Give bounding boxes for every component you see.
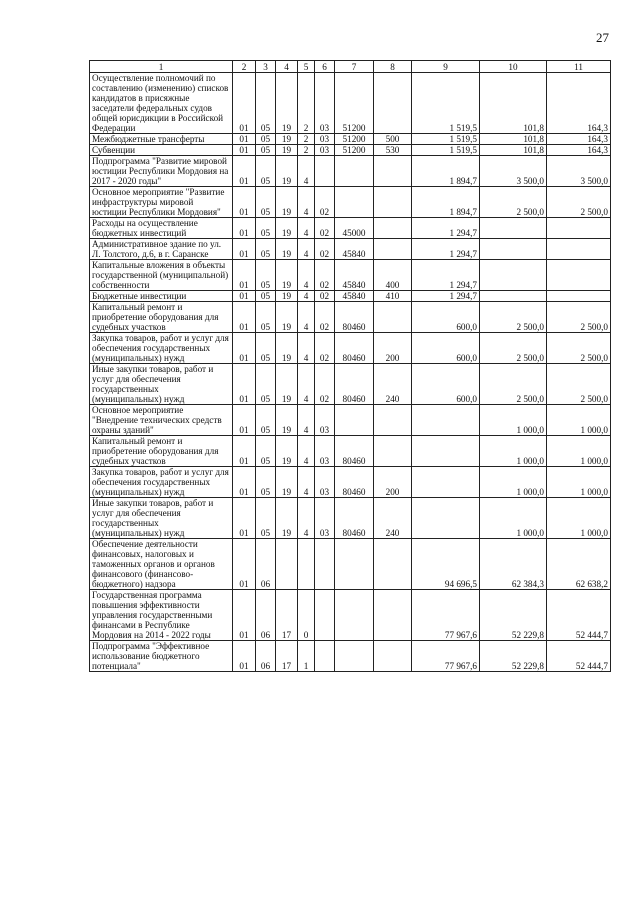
code-cell: 03 — [315, 498, 335, 539]
code-cell: 80460 — [335, 333, 374, 364]
table-row — [90, 590, 611, 641]
code-cell: 200 — [374, 333, 412, 364]
budget-table — [89, 60, 611, 672]
code-cell: 01 — [233, 302, 256, 333]
amount-cell: 62 384,3 — [480, 539, 547, 590]
code-cell — [374, 239, 412, 260]
table-row — [90, 302, 611, 333]
code-cell: 400 — [374, 260, 412, 291]
table-row — [90, 641, 611, 672]
code-cell: 01 — [233, 539, 256, 590]
table-row — [90, 73, 611, 134]
amount-cell: 1 000,0 — [547, 498, 611, 539]
table-row — [90, 260, 611, 291]
code-cell: 01 — [233, 156, 256, 187]
item-name: Осуществление полномочий по составлению (изменению) списков кандидатов в присяжные заседатели федеральных судов общей юрисдикции в Российской Федерации — [90, 73, 233, 134]
code-cell: 19 — [276, 187, 298, 218]
code-cell: 05 — [256, 239, 276, 260]
item-name: Капитальный ремонт и приобретение оборудования для судебных участков — [90, 302, 233, 333]
header-cell: 3 — [256, 61, 276, 73]
code-cell: 01 — [233, 260, 256, 291]
amount-cell: 1 294,7 — [412, 291, 480, 302]
code-cell: 19 — [276, 405, 298, 436]
amount-cell — [547, 291, 611, 302]
header-cell: 8 — [374, 61, 412, 73]
code-cell: 06 — [256, 539, 276, 590]
code-cell: 01 — [233, 467, 256, 498]
code-cell: 03 — [315, 467, 335, 498]
code-cell: 05 — [256, 333, 276, 364]
amount-cell — [480, 291, 547, 302]
amount-cell: 1 294,7 — [412, 260, 480, 291]
amount-cell: 101,8 — [480, 145, 547, 156]
code-cell: 06 — [256, 641, 276, 672]
table-row — [90, 156, 611, 187]
table-row — [90, 145, 611, 156]
amount-cell: 2 500,0 — [547, 302, 611, 333]
code-cell: 19 — [276, 218, 298, 239]
code-cell — [374, 156, 412, 187]
code-cell: 02 — [315, 364, 335, 405]
code-cell: 4 — [298, 218, 315, 239]
amount-cell: 52 444,7 — [547, 641, 611, 672]
code-cell: 4 — [298, 498, 315, 539]
code-cell: 4 — [298, 291, 315, 302]
code-cell: 02 — [315, 302, 335, 333]
table-row — [90, 364, 611, 405]
table-row — [90, 539, 611, 590]
amount-cell — [547, 218, 611, 239]
code-cell: 01 — [233, 364, 256, 405]
code-cell — [374, 641, 412, 672]
code-cell: 19 — [276, 156, 298, 187]
code-cell: 4 — [298, 302, 315, 333]
code-cell: 02 — [315, 187, 335, 218]
code-cell: 4 — [298, 156, 315, 187]
code-cell — [335, 590, 374, 641]
code-cell: 02 — [315, 260, 335, 291]
code-cell: 45840 — [335, 291, 374, 302]
amount-cell: 3 500,0 — [480, 156, 547, 187]
item-name: Государственная программа повышения эффективности управления государственными финансами в Республике Мордовия на 2014 - 2022 годы — [90, 590, 233, 641]
item-name: Межбюджетные трансферты — [90, 134, 233, 145]
table-row — [90, 134, 611, 145]
amount-cell — [412, 405, 480, 436]
code-cell: 2 — [298, 73, 315, 134]
amount-cell: 600,0 — [412, 333, 480, 364]
item-name: Основное мероприятие "Внедрение технических средств охраны зданий" — [90, 405, 233, 436]
code-cell: 05 — [256, 467, 276, 498]
item-name: Административное здание по ул. Л. Толстого, д.6, в г. Саранске — [90, 239, 233, 260]
code-cell: 05 — [256, 145, 276, 156]
code-cell: 03 — [315, 134, 335, 145]
amount-cell: 1 000,0 — [547, 436, 611, 467]
code-cell: 0 — [298, 590, 315, 641]
amount-cell: 1 519,5 — [412, 73, 480, 134]
code-cell: 05 — [256, 187, 276, 218]
code-cell: 4 — [298, 239, 315, 260]
amount-cell: 2 500,0 — [480, 364, 547, 405]
code-cell: 01 — [233, 333, 256, 364]
amount-cell — [480, 218, 547, 239]
code-cell: 240 — [374, 364, 412, 405]
code-cell — [315, 590, 335, 641]
code-cell: 45840 — [335, 260, 374, 291]
code-cell: 4 — [298, 333, 315, 364]
amount-cell: 1 294,7 — [412, 239, 480, 260]
table-row — [90, 333, 611, 364]
code-cell: 06 — [256, 590, 276, 641]
code-cell: 51200 — [335, 134, 374, 145]
amount-cell: 1 894,7 — [412, 156, 480, 187]
item-name: Иные закупки товаров, работ и услуг для обеспечения государственных (муниципальных) нужд — [90, 498, 233, 539]
code-cell: 4 — [298, 467, 315, 498]
code-cell: 80460 — [335, 467, 374, 498]
code-cell: 17 — [276, 590, 298, 641]
code-cell: 03 — [315, 73, 335, 134]
header-cell: 11 — [547, 61, 611, 73]
page-number: 27 — [596, 30, 609, 45]
code-cell: 19 — [276, 260, 298, 291]
code-cell: 80460 — [335, 436, 374, 467]
code-cell — [335, 405, 374, 436]
amount-cell: 2 500,0 — [547, 187, 611, 218]
header-cell: 7 — [335, 61, 374, 73]
code-cell — [374, 436, 412, 467]
code-cell: 45000 — [335, 218, 374, 239]
code-cell: 03 — [315, 436, 335, 467]
amount-cell: 164,3 — [547, 145, 611, 156]
table-row — [90, 187, 611, 218]
code-cell: 05 — [256, 364, 276, 405]
table-row — [90, 218, 611, 239]
amount-cell: 101,8 — [480, 73, 547, 134]
code-cell — [315, 641, 335, 672]
code-cell — [374, 218, 412, 239]
table-row — [90, 239, 611, 260]
header-cell: 1 — [90, 61, 233, 73]
code-cell: 19 — [276, 302, 298, 333]
code-cell: 05 — [256, 291, 276, 302]
item-name: Основное мероприятие "Развитие инфраструктуры мировой юстиции Республики Мордовия" — [90, 187, 233, 218]
header-row — [90, 61, 611, 73]
code-cell: 19 — [276, 436, 298, 467]
amount-cell — [412, 498, 480, 539]
code-cell: 02 — [315, 239, 335, 260]
code-cell: 05 — [256, 436, 276, 467]
code-cell: 80460 — [335, 302, 374, 333]
code-cell: 05 — [256, 260, 276, 291]
table-row — [90, 291, 611, 302]
code-cell: 2 — [298, 145, 315, 156]
amount-cell: 1 000,0 — [547, 405, 611, 436]
code-cell — [335, 187, 374, 218]
code-cell: 01 — [233, 291, 256, 302]
amount-cell: 600,0 — [412, 302, 480, 333]
amount-cell — [547, 239, 611, 260]
code-cell — [276, 539, 298, 590]
amount-cell — [412, 467, 480, 498]
amount-cell — [480, 239, 547, 260]
code-cell: 01 — [233, 134, 256, 145]
code-cell: 4 — [298, 405, 315, 436]
amount-cell: 1 519,5 — [412, 145, 480, 156]
amount-cell: 1 000,0 — [547, 467, 611, 498]
amount-cell: 52 444,7 — [547, 590, 611, 641]
header-cell: 6 — [315, 61, 335, 73]
amount-cell — [480, 260, 547, 291]
code-cell: 01 — [233, 73, 256, 134]
header-cell: 4 — [276, 61, 298, 73]
code-cell: 2 — [298, 134, 315, 145]
amount-cell: 2 500,0 — [547, 364, 611, 405]
amount-cell: 600,0 — [412, 364, 480, 405]
code-cell — [374, 539, 412, 590]
table-row — [90, 436, 611, 467]
amount-cell: 1 000,0 — [480, 436, 547, 467]
code-cell: 05 — [256, 218, 276, 239]
item-name: Бюджетные инвестиции — [90, 291, 233, 302]
code-cell: 02 — [315, 218, 335, 239]
code-cell: 51200 — [335, 73, 374, 134]
code-cell: 01 — [233, 187, 256, 218]
code-cell: 4 — [298, 364, 315, 405]
code-cell: 500 — [374, 134, 412, 145]
amount-cell: 101,8 — [480, 134, 547, 145]
code-cell: 05 — [256, 302, 276, 333]
code-cell: 02 — [315, 291, 335, 302]
amount-cell: 2 500,0 — [480, 187, 547, 218]
code-cell: 03 — [315, 405, 335, 436]
code-cell: 01 — [233, 436, 256, 467]
amount-cell: 1 000,0 — [480, 467, 547, 498]
header-cell: 5 — [298, 61, 315, 73]
code-cell — [374, 405, 412, 436]
amount-cell: 77 967,6 — [412, 590, 480, 641]
code-cell: 05 — [256, 73, 276, 134]
code-cell: 80460 — [335, 364, 374, 405]
item-name: Субвенции — [90, 145, 233, 156]
code-cell: 4 — [298, 436, 315, 467]
item-name: Подпрограмма "Развитие мировой юстиции Республики Мордовия на 2017 - 2020 годы" — [90, 156, 233, 187]
header-cell: 9 — [412, 61, 480, 73]
amount-cell: 1 519,5 — [412, 134, 480, 145]
item-name: Иные закупки товаров, работ и услуг для обеспечения государственных (муниципальных) нужд — [90, 364, 233, 405]
code-cell: 03 — [315, 145, 335, 156]
code-cell: 410 — [374, 291, 412, 302]
code-cell: 19 — [276, 134, 298, 145]
amount-cell: 52 229,8 — [480, 641, 547, 672]
code-cell: 19 — [276, 333, 298, 364]
code-cell: 01 — [233, 590, 256, 641]
code-cell — [335, 539, 374, 590]
amount-cell: 1 000,0 — [480, 405, 547, 436]
amount-cell: 1 000,0 — [480, 498, 547, 539]
amount-cell: 62 638,2 — [547, 539, 611, 590]
amount-cell: 1 894,7 — [412, 187, 480, 218]
amount-cell: 77 967,6 — [412, 641, 480, 672]
amount-cell: 2 500,0 — [547, 333, 611, 364]
code-cell: 19 — [276, 498, 298, 539]
code-cell: 1 — [298, 641, 315, 672]
amount-cell: 94 696,5 — [412, 539, 480, 590]
code-cell: 01 — [233, 641, 256, 672]
code-cell: 01 — [233, 239, 256, 260]
item-name: Капитальный ремонт и приобретение оборудования для судебных участков — [90, 436, 233, 467]
code-cell: 01 — [233, 405, 256, 436]
amount-cell — [412, 436, 480, 467]
code-cell: 19 — [276, 73, 298, 134]
amount-cell: 164,3 — [547, 134, 611, 145]
code-cell: 05 — [256, 405, 276, 436]
code-cell: 19 — [276, 239, 298, 260]
code-cell — [298, 539, 315, 590]
code-cell: 19 — [276, 291, 298, 302]
code-cell: 530 — [374, 145, 412, 156]
table-row — [90, 467, 611, 498]
item-name: Закупка товаров, работ и услуг для обеспечения государственных (муниципальных) нужд — [90, 333, 233, 364]
code-cell: 01 — [233, 498, 256, 539]
code-cell — [374, 590, 412, 641]
table-body — [90, 73, 611, 672]
code-cell: 19 — [276, 467, 298, 498]
amount-cell: 164,3 — [547, 73, 611, 134]
code-cell — [335, 156, 374, 187]
code-cell: 19 — [276, 145, 298, 156]
code-cell: 01 — [233, 218, 256, 239]
code-cell: 05 — [256, 134, 276, 145]
code-cell: 80460 — [335, 498, 374, 539]
code-cell: 240 — [374, 498, 412, 539]
code-cell — [374, 73, 412, 134]
amount-cell: 2 500,0 — [480, 302, 547, 333]
item-name: Подпрограмма "Эффективное использование бюджетного потенциала" — [90, 641, 233, 672]
code-cell — [374, 302, 412, 333]
header-cell: 2 — [233, 61, 256, 73]
code-cell — [374, 187, 412, 218]
code-cell: 19 — [276, 364, 298, 405]
code-cell: 200 — [374, 467, 412, 498]
amount-cell: 52 229,8 — [480, 590, 547, 641]
table-row — [90, 498, 611, 539]
table-row — [90, 405, 611, 436]
code-cell: 51200 — [335, 145, 374, 156]
item-name: Расходы на осуществление бюджетных инвестиций — [90, 218, 233, 239]
amount-cell: 1 294,7 — [412, 218, 480, 239]
code-cell — [315, 156, 335, 187]
item-name: Закупка товаров, работ и услуг для обеспечения государственных (муниципальных) нужд — [90, 467, 233, 498]
code-cell — [315, 539, 335, 590]
code-cell: 05 — [256, 156, 276, 187]
header-cell: 10 — [480, 61, 547, 73]
code-cell: 4 — [298, 187, 315, 218]
code-cell: 01 — [233, 145, 256, 156]
code-cell: 02 — [315, 333, 335, 364]
code-cell: 17 — [276, 641, 298, 672]
code-cell: 45840 — [335, 239, 374, 260]
amount-cell — [547, 260, 611, 291]
item-name: Капитальные вложения в объекты государственной (муниципальной) собственности — [90, 260, 233, 291]
item-name: Обеспечение деятельности финансовых, налоговых и таможенных органов и органов финансового (финансово-бюджетного) надзора — [90, 539, 233, 590]
amount-cell: 2 500,0 — [480, 333, 547, 364]
code-cell — [335, 641, 374, 672]
amount-cell: 3 500,0 — [547, 156, 611, 187]
code-cell: 05 — [256, 498, 276, 539]
code-cell: 4 — [298, 260, 315, 291]
